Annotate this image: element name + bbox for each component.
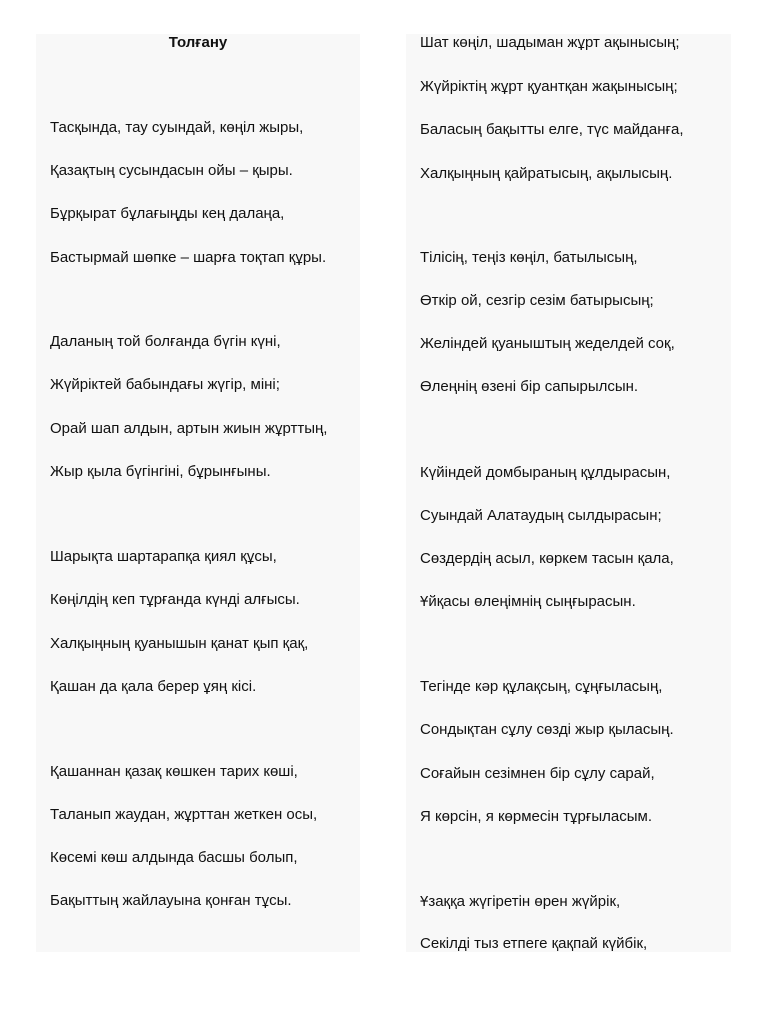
- verse-line: Жүйріктей бабындағы жүгір, міні;: [50, 376, 280, 393]
- verse-line: Шат көңіл, шадыман жұрт ақынысың;: [420, 34, 680, 51]
- verse-line: Жыр қыла бүгінгіні, бұрынғыны.: [50, 463, 271, 480]
- left-poem-column: [36, 34, 360, 952]
- verse-line: Желіндей қуаныштың жеделдей соқ,: [420, 335, 675, 352]
- verse-line: Өлеңнің өзені бір сапырылсын.: [420, 378, 639, 395]
- verse-line: Көңілдің кеп тұрғанда күнді алғысы.: [50, 591, 300, 608]
- verse-line: Қашаннан қазақ көшкен тарих көші,: [50, 763, 298, 780]
- verse-line: Ұзаққа жүгіретін өрен жүйрік,: [420, 893, 621, 910]
- verse-line: Суындай Алатаудың сылдырасын;: [420, 507, 662, 524]
- verse-line: Жүйріктің жұрт қуантқан жақынысың;: [420, 78, 678, 95]
- verse-line: Бақыттың жайлауына қонған тұсы.: [50, 892, 292, 909]
- verse-line: Тегінде кәр құлақсың, сұңғыласың,: [420, 678, 663, 695]
- verse-line: Даланың той болғанда бүгін күні,: [50, 333, 281, 350]
- verse-line: Күйіндей домбыраның құлдырасын,: [420, 464, 671, 481]
- verse-line: Көсемі көш алдында басшы болып,: [50, 849, 298, 866]
- poem-title: Толғану: [168, 34, 228, 51]
- verse-line: Бұрқырат бұлағыңды кең далаңа,: [50, 205, 285, 222]
- verse-line: Тілісің, теңіз көңіл, батылысың,: [420, 249, 638, 266]
- verse-line: Таланып жаудан, жұрттан жеткен осы,: [50, 806, 318, 823]
- right-poem-column: [406, 34, 731, 952]
- verse-line: Секілді тыз етпеге қақпай күйбік,: [420, 935, 648, 952]
- verse-line: Өткір ой, сезгір сезім батырысың;: [420, 292, 654, 309]
- verse-line: Қазақтың сусындасын ойы – қыры.: [50, 162, 293, 179]
- verse-line: Бастырмай шөпке – шарға тоқтап құры.: [50, 249, 327, 266]
- verse-line: Шарықта шартарапқа қиял құсы,: [50, 548, 277, 565]
- verse-line: Сондықтан сұлу сөзді жыр қыласың.: [420, 721, 674, 738]
- verse-line: Халқыңның қайратысың, ақылысың.: [420, 165, 673, 182]
- verse-line: Соғайын сезімнен бір сұлу сарай,: [420, 765, 655, 782]
- verse-line: Тасқында, тау суындай, көңіл жыры,: [50, 119, 304, 136]
- verse-line: Сөздердің асыл, көркем тасын қала,: [420, 550, 674, 567]
- verse-line: Ұйқасы өлеңімнің сыңғырасын.: [420, 593, 636, 610]
- verse-line: Халқыңның қуанышын қанат қып қақ,: [50, 635, 309, 652]
- verse-line: Орай шап алдын, артын жиын жұрттың,: [50, 420, 328, 437]
- verse-line: Я көрсін, я көрмесін тұрғыласым.: [420, 808, 652, 825]
- verse-line: Қашан да қала берер ұяң кісі.: [50, 678, 257, 695]
- verse-line: Баласың бақытты елге, түс майданға,: [420, 121, 684, 138]
